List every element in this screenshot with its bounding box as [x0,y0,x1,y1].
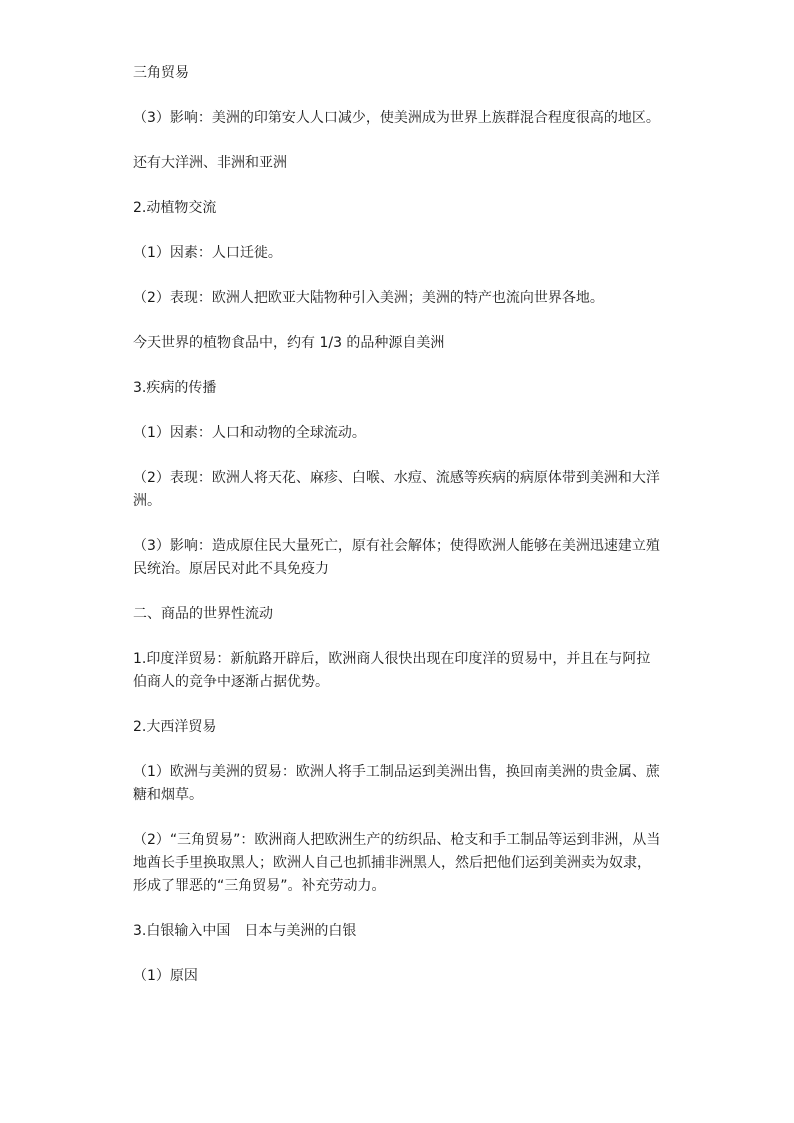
text-line: （1）原因 [133,968,198,984]
text-paragraph: （2）“三角贸易”：欧洲商人把欧洲生产的纺织品、枪支和手工制品等运到非洲，从当地酋长手里换取黑人；欧洲人自己也抓捕非洲黑人，然后把他们运到美洲卖为奴隶，形成了罪恶的“三角贸易”。补充劳动力。 [133,832,661,894]
text-line: （1）因素：人口和动物的全球流动。 [133,425,366,441]
section-heading: 二、商品的世界性流动 [133,606,273,622]
text-line: （1）因素：人口迁徙。 [133,245,282,261]
text-paragraph: （3）影响：造成原住民大量死亡，原有社会解体；使得欧洲人能够在美洲迅速建立殖民统治。原居民对此不具免疫力 [133,538,660,577]
section-heading: 2.动植物交流 [133,200,217,216]
text-paragraph: （1）欧洲与美洲的贸易：欧洲人将手工制品运到美洲出售，换回南美洲的贵金属、蔗糖和烟草。 [133,764,660,803]
section-heading: 3.疾病的传播 [133,380,217,396]
text-paragraph: 1.印度洋贸易：新航路开辟后，欧洲商人很快出现在印度洋的贸易中，并且在与阿拉伯商人的竞争中逐渐占据优势。 [133,651,651,690]
text-line: 今天世界的植物食品中，约有 1/3 的品种源自美洲 [133,335,445,351]
text-line: 还有大洋洲、非洲和亚洲 [133,155,287,171]
text-paragraph: （2）表现：欧洲人将天花、麻疹、白喉、水痘、流感等疾病的病原体带到美洲和大洋洲。 [133,470,660,509]
section-heading: 2.大西洋贸易 [133,719,217,735]
text-line: （3）影响：美洲的印第安人人口减少，使美洲成为世界上族群混合程度很高的地区。 [133,110,660,126]
section-heading: 3.白银输入中国 日本与美洲的白银 [133,923,357,939]
text-line: 三角贸易 [133,65,189,81]
text-line: （2）表现：欧洲人把欧亚大陆物种引入美洲；美洲的特产也流向世界各地。 [133,290,604,306]
